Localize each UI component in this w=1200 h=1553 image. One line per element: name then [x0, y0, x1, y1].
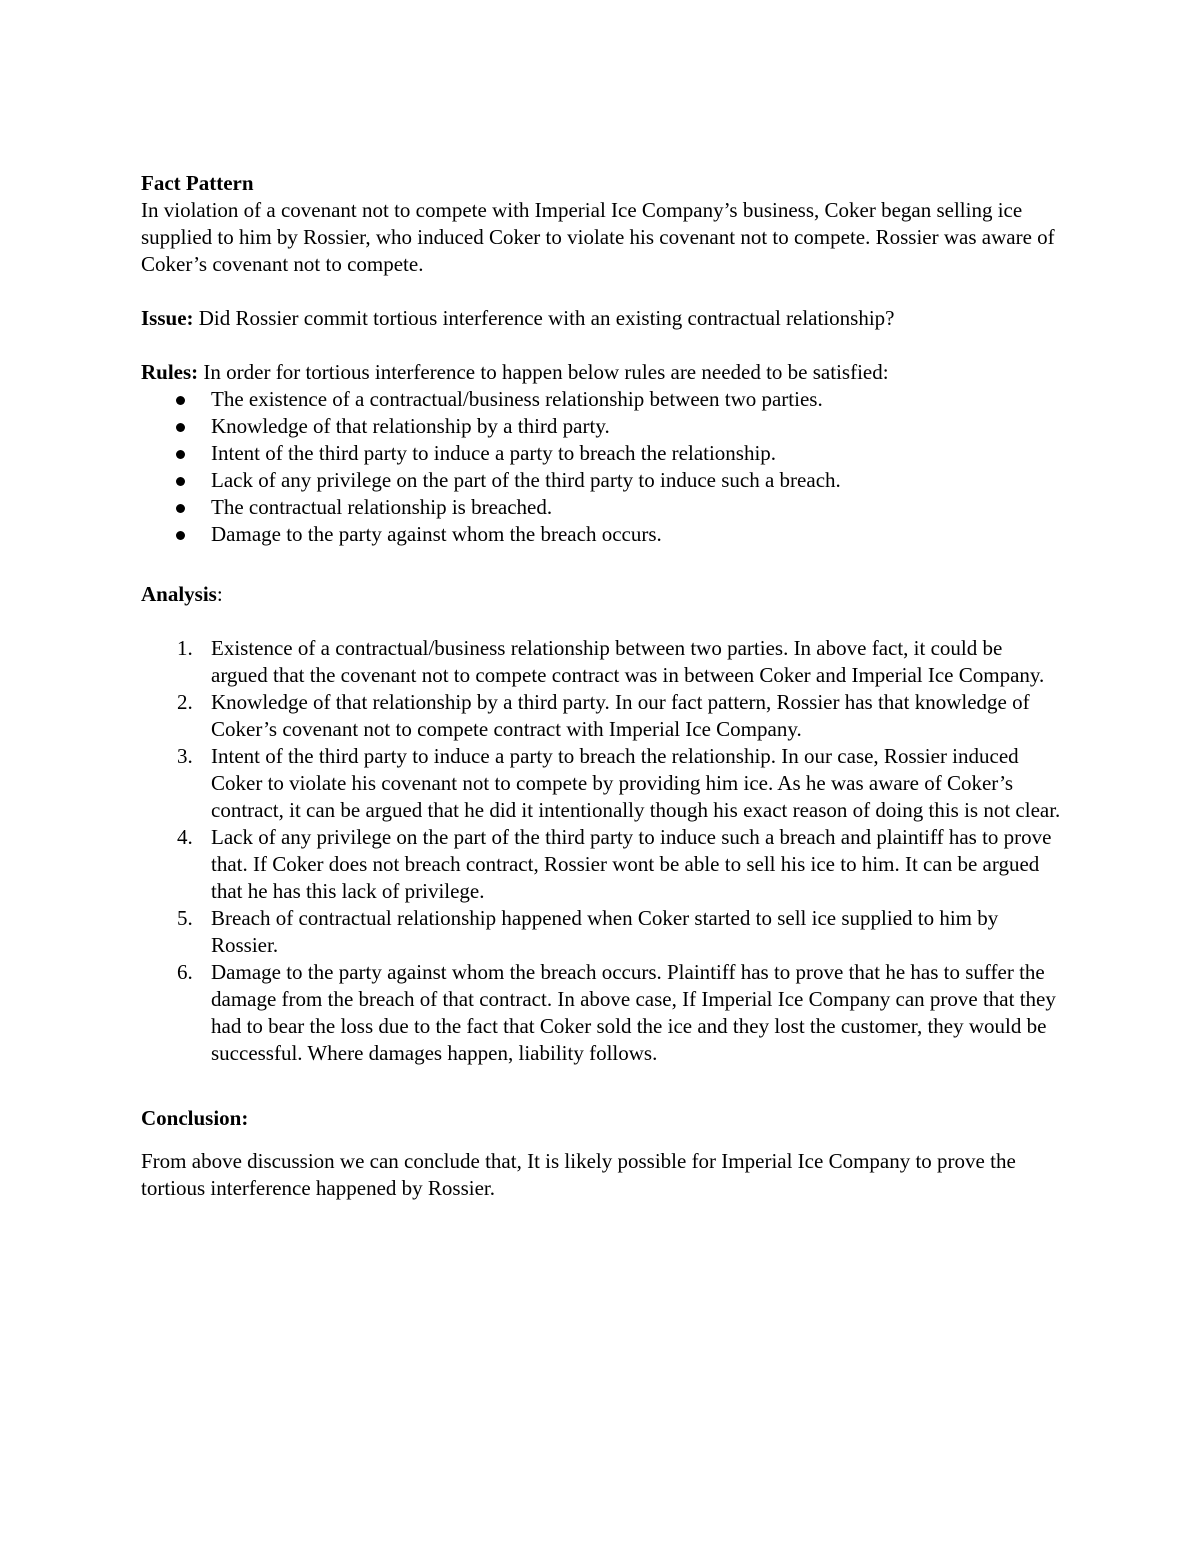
analysis-list — [141, 635, 1061, 1067]
rules-paragraph — [141, 359, 1061, 386]
item-number: 3. — [177, 744, 193, 768]
analysis-item: 4. Lack of any privilege on the part of the third party to induce such a breach and plaintiff has to prove that. If Coker does not breach contract, Rossier wont be able to sell his ice to him. It can be argued that he has this lack of privilege. — [177, 825, 1052, 903]
analysis-heading-line — [141, 581, 1061, 608]
rule-item: Lack of any privilege on the part of the third party to induce such a breach. — [141, 467, 1061, 494]
item-number: 5. — [177, 906, 193, 930]
document-page — [141, 170, 1061, 1202]
fact-pattern-heading: Fact Pattern — [141, 171, 254, 195]
conclusion-text: From above discussion we can conclude that, It is likely possible for Imperial Ice Company to prove the tortious interference happened by Rossier. — [141, 1149, 1016, 1200]
rules-label: Rules: — [141, 360, 199, 384]
analysis-label: Analysis — [141, 582, 217, 606]
bullet-icon — [176, 396, 185, 405]
bullet-icon — [176, 423, 185, 432]
rule-item: Knowledge of that relationship by a third party. — [141, 413, 1061, 440]
item-number: 1. — [177, 636, 193, 660]
issue-text: Did Rossier commit tortious interference with an existing contractual relationship? — [193, 306, 895, 330]
analysis-item: 6. Damage to the party against whom the breach occurs. Plaintiff has to prove that he has to suffer the damage from the breach of that contract. In above case, If Imperial Ice Company can prove that they had to bear the loss due to the fact that Coker sold the ice and they lost the customer, they would be successful. Where damages happen, liability follows. — [177, 960, 1056, 1065]
analysis-colon: : — [216, 582, 223, 606]
bullet-icon — [176, 477, 185, 486]
bullet-icon — [176, 531, 185, 540]
bullet-icon — [176, 450, 185, 459]
bullet-icon — [176, 504, 185, 513]
rules-list — [141, 386, 1061, 548]
rule-item: The existence of a contractual/business relationship between two parties. — [141, 386, 1061, 413]
issue-label: Issue: — [141, 306, 194, 330]
conclusion-heading: Conclusion: — [141, 1106, 249, 1130]
item-number: 6. — [177, 960, 193, 984]
rule-item: The contractual relationship is breached. — [141, 494, 1061, 521]
analysis-item: 3. Intent of the third party to induce a party to breach the relationship. In our case, Rossier induced Coker to violate his covenant not to compete by providing him ice. As he was aware of Coker’s contract, it can be argued that he did it intentionally though his exact reason of doing this is not clear. — [177, 744, 1061, 822]
issue-paragraph — [141, 305, 1061, 332]
analysis-item: 2. Knowledge of that relationship by a third party. In our fact pattern, Rossier has that knowledge of Coker’s covenant not to compete contract with Imperial Ice Company. — [177, 690, 1030, 741]
item-number: 4. — [177, 825, 193, 849]
analysis-item: 1. Existence of a contractual/business relationship between two parties. In above fact, it could be argued that the covenant not to compete contract was in between Coker and Imperial Ice Company. — [177, 636, 1045, 687]
item-number: 2. — [177, 690, 193, 714]
rules-intro: In order for tortious interference to happen below rules are needed to be satisfied: — [198, 360, 889, 384]
fact-pattern-text: In violation of a covenant not to compete with Imperial Ice Company’s business, Coker began selling ice supplied to him by Rossier, who induced Coker to violate his covenant not to compete. Rossier was aware of Coker’s covenant not to compete. — [141, 198, 1055, 276]
rule-item: Intent of the third party to induce a party to breach the relationship. — [141, 440, 1061, 467]
rule-item: Damage to the party against whom the breach occurs. — [141, 521, 1061, 548]
analysis-item: 5. Breach of contractual relationship happened when Coker started to sell ice supplied to him by Rossier. — [177, 906, 999, 957]
